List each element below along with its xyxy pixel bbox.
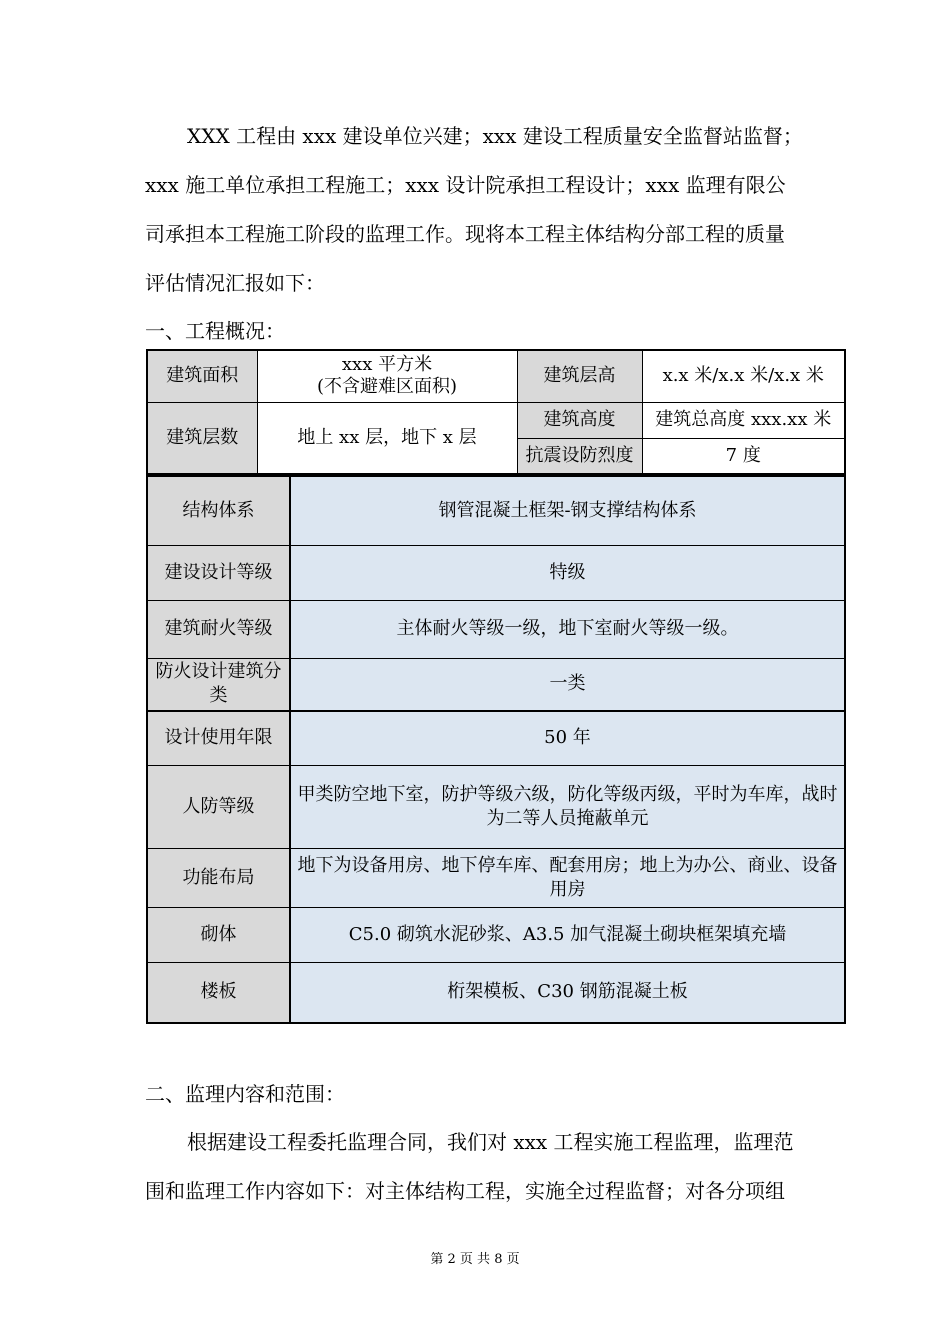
area-value-line-2: (不含避难区面积): [316, 376, 458, 398]
table-row-value: 桁架模板、C30 钢筋混凝土板: [290, 962, 845, 1023]
table-row-label: 功能布局: [147, 848, 290, 907]
floor-height-label: 建筑层高: [517, 350, 642, 402]
section-2-heading: 二、监理内容和范围：: [145, 1082, 345, 1106]
area-value-line-1: xxx 平方米: [341, 354, 433, 376]
height-label: 建筑高度: [517, 402, 642, 438]
table-row-value: C5.0 砌筑水泥砂浆、A3.5 加气混凝土砌块框架填充墙: [290, 907, 845, 962]
area-value: [257, 350, 517, 402]
table-row-label: 建筑耐火等级: [147, 600, 290, 658]
table-row-label: 砌体: [147, 907, 290, 962]
floors-value: 地上 xx 层，地下 x 层: [257, 402, 517, 474]
table-row-label: 楼板: [147, 962, 290, 1023]
intro-line-2: xxx 施工单位承担工程施工；xxx 设计院承担工程设计；xxx 监理有限公: [145, 173, 786, 197]
page-number-footer: 第 2 页 共 8 页: [430, 1252, 520, 1267]
section-2-paragraph: [145, 1118, 850, 1216]
table-row-label: 建设设计等级: [147, 545, 290, 600]
table-row-value: 50 年: [290, 711, 845, 765]
intro-paragraph: [145, 112, 850, 308]
floor-height-value: x.x 米/x.x 米/x.x 米: [642, 350, 845, 402]
seismic-value: 7 度: [642, 438, 845, 474]
table-row-value: 主体耐火等级一级，地下室耐火等级一级。: [290, 600, 845, 658]
table-row-value: 特级: [290, 545, 845, 600]
section-2-line-2: 围和监理工作内容如下：对主体结构工程，实施全过程监督；对各分项组: [145, 1179, 785, 1203]
intro-line-4: 评估情况汇报如下：: [145, 271, 325, 295]
intro-line-3: 司承担本工程施工阶段的监理工作。现将本工程主体结构分部工程的质量: [145, 222, 785, 246]
table-row-value: 甲类防空地下室，防护等级六级，防化等级丙级，平时为车库，战时为二等人员掩蔽单元: [290, 765, 845, 848]
table-row-label: 结构体系: [147, 476, 290, 545]
section-1-heading: 一、工程概况：: [145, 319, 285, 343]
intro-line-1: XXX 工程由 xxx 建设单位兴建；xxx 建设工程质量安全监督站监督；: [187, 124, 803, 148]
overview-table-bottom: [146, 475, 846, 1024]
floors-label: 建筑层数: [147, 402, 257, 474]
area-label: 建筑面积: [147, 350, 257, 402]
seismic-label: 抗震设防烈度: [517, 438, 642, 474]
table-row-value: 地下为设备用房、地下停车库、配套用房；地上为办公、商业、设备用房: [290, 848, 845, 907]
table-row-label: 人防等级: [147, 765, 290, 848]
section-2-line-1: 根据建设工程委托监理合同，我们对 xxx 工程实施工程监理，监理范: [187, 1130, 794, 1154]
table-row-label: 设计使用年限: [147, 711, 290, 765]
table-row-label: 防火设计建筑分类: [147, 658, 290, 711]
table-row-value: 一类: [290, 658, 845, 711]
height-value: 建筑总高度 xxx.xx 米: [642, 402, 845, 438]
table-row-value: 钢管混凝土框架-钢支撑结构体系: [290, 476, 845, 545]
overview-table-top: [146, 349, 846, 475]
